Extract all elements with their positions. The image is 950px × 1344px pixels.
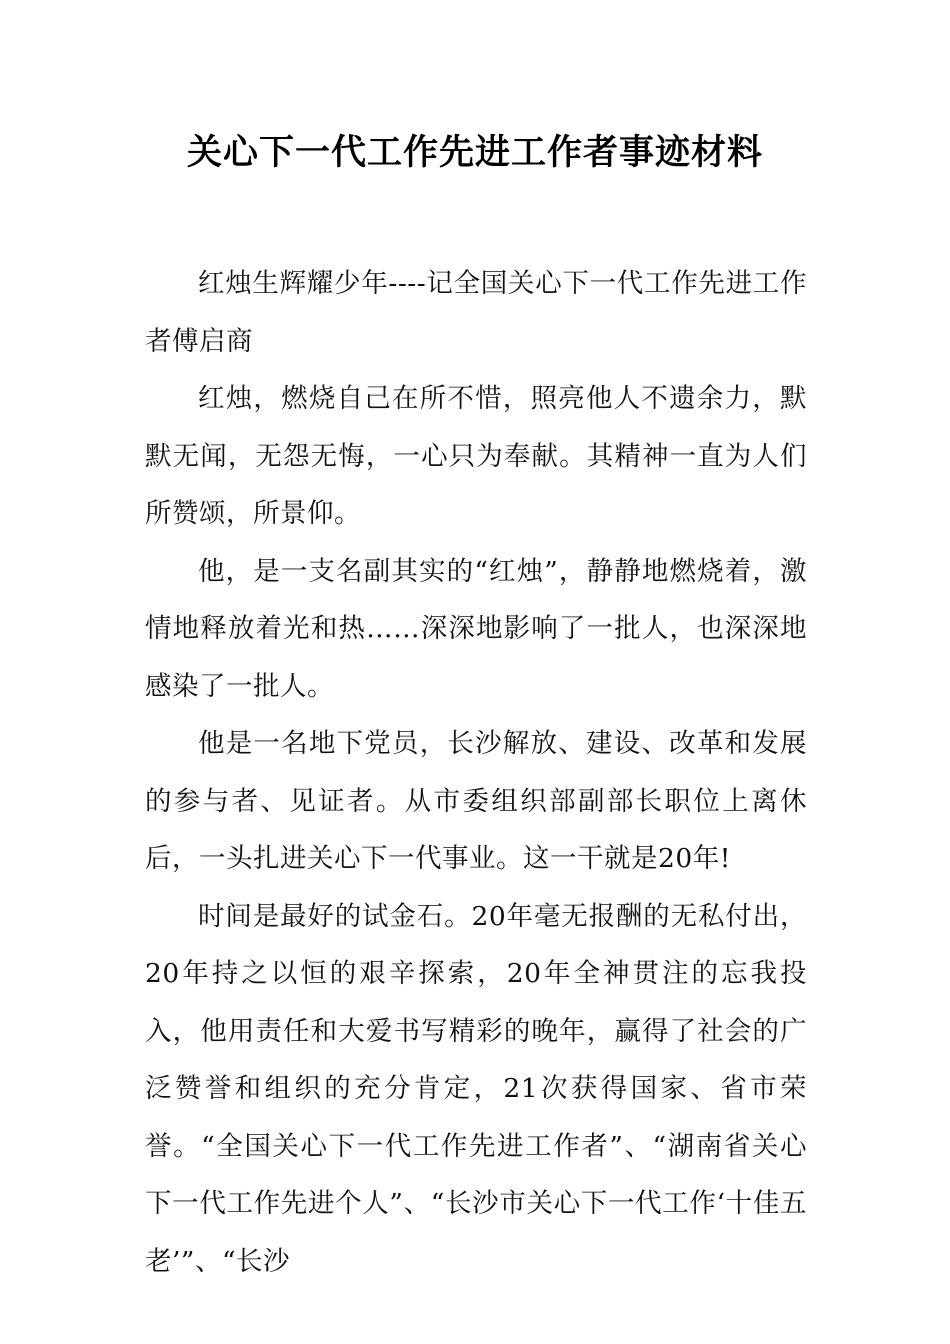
- body-paragraph: 时间是最好的试金石。20年毫无报酬的无私付出，20年持之以恒的艰辛探索，20年全神贯注的忘我投入，他用责任和大爱书写精彩的晚年，赢得了社会的广泛赞誉和组织的充分肯定，21次获得国家、省市荣誉。“全国关心下一代工作先进工作者”、“湖南省关心下一代工作先进个人”、“长沙市关心下一代工作‘十佳五老’”、“长沙: [145, 900, 807, 1277]
- subtitle-paragraph: 红烛生辉耀少年----记全国关心下一代工作先进工作者傅启商: [145, 268, 807, 357]
- body-paragraph: 他，是一支名副其实的“红烛”，静静地燃烧着，激情地释放着光和热……深深地影响了一批人，也深深地感染了一批人。: [145, 555, 807, 702]
- document-title: 关心下一代工作先进工作者事迹材料: [186, 133, 763, 173]
- body-paragraph: 他是一名地下党员，长沙解放、建设、改革和发展的参与者、见证者。从市委组织部副部长职位上离休后，一头扎进关心下一代事业。这一干就是20年!: [145, 728, 807, 874]
- body-paragraph: 红烛，燃烧自己在所不惜，照亮他人不遗余力，默默无闻，无怨无悔，一心只为奉献。其精神一直为人们所赞颂，所景仰。: [145, 383, 807, 529]
- document-body: [145, 255, 807, 1290]
